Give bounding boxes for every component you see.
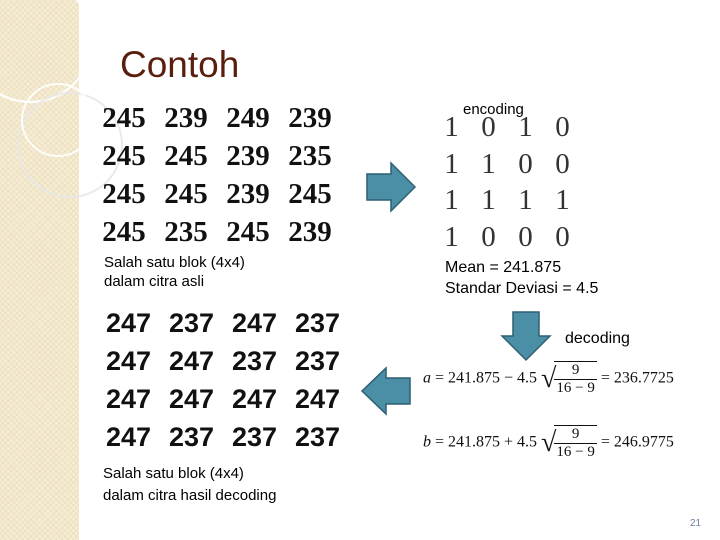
pixel-value-cell: 239 [288,216,332,248]
formula-a-denominator: 16 − 9 [556,380,595,396]
statistics-text [445,257,598,299]
decoded-caption-line1: Salah satu blok (4x4) [103,465,244,482]
bitmap-cell: 1 [481,147,496,180]
encoding-label: encoding [463,101,524,118]
formula-b-result: = 246.9775 [600,433,674,451]
formula-a-variable: a [423,369,431,387]
original-caption-line2: dalam citra asli [104,273,205,290]
formula-b-denominator: 16 − 9 [556,444,595,460]
formula-b [423,425,674,461]
decoded-block-matrix [97,308,349,460]
pixel-value-cell: 235 [164,216,208,248]
pixel-value-cell: 239 [226,178,270,210]
bitmap-cell: 0 [481,220,496,253]
std-dev-value: Standar Deviasi = 4.5 [445,280,599,297]
pixel-value-cell: 237 [294,308,341,338]
pixel-value-cell: 245 [102,216,146,248]
pixel-value-cell: 245 [102,102,146,134]
slide-title: Contoh [120,44,240,85]
pixel-value-cell: 247 [168,384,215,414]
pixel-value-cell: 245 [102,178,146,210]
pixel-value-cell: 247 [105,346,152,376]
bitmap-cell: 1 [444,184,459,216]
bitmap-cell: 1 [444,111,459,143]
formula-b-fraction [554,425,596,461]
bitmap-cell: 0 [555,111,570,143]
pixel-value-cell: 237 [231,346,278,376]
formula-b-numerator: 9 [571,426,580,442]
decoding-label: decoding [565,330,630,347]
mean-value: Mean = 241.875 [445,259,562,276]
pixel-value-cell: 247 [105,308,152,338]
formula-a-numerator: 9 [571,362,580,378]
bitmap-cell: 1 [481,184,496,216]
pixel-value-cell: 237 [294,346,341,376]
bitmap-cell: 1 [518,111,533,143]
sqrt-icon: √ [541,363,557,394]
original-block-matrix [93,102,341,254]
bitmap-cell: 0 [518,220,533,253]
pixel-value-cell: 249 [226,102,270,134]
bitmap-cell: 0 [555,220,570,253]
bitmap-cell: 1 [444,220,459,253]
pixel-value-cell: 239 [164,102,208,134]
encoding-bitmap-matrix [433,111,581,257]
formula-b-variable: b [423,433,431,451]
pixel-value-cell: 239 [226,140,270,172]
formula-b-expression: = 241.875 + 4.5 [435,433,538,451]
pixel-value-cell: 247 [294,384,341,414]
original-caption-line1: Salah satu blok (4x4) [104,254,245,271]
pixel-value-cell: 247 [168,346,215,376]
pixel-value-cell: 247 [105,384,152,414]
encoding-arrow-right-icon [365,161,417,213]
pixel-value-cell: 245 [164,140,208,172]
bitmap-cell: 0 [555,147,570,180]
decoded-caption-line2: dalam citra hasil decoding [103,487,277,504]
page-number: 21 [690,518,702,529]
decoding-arrow-left-icon [360,366,412,416]
bitmap-cell: 1 [518,184,533,216]
pixel-value-cell: 247 [231,384,278,414]
sqrt-icon: √ [541,427,557,458]
pixel-value-cell: 245 [102,140,146,172]
pixel-value-cell: 237 [294,422,341,452]
pixel-value-cell: 245 [226,216,270,248]
pixel-value-cell: 245 [164,178,208,210]
pixel-value-cell: 237 [168,308,215,338]
pixel-value-cell: 235 [288,140,332,172]
bitmap-cell: 1 [555,184,570,216]
pixel-value-cell: 247 [105,422,152,452]
decoding-arrow-down-icon [500,310,552,362]
pixel-value-cell: 245 [288,178,332,210]
bitmap-cell: 1 [444,147,459,180]
pixel-value-cell: 247 [231,308,278,338]
bitmap-cell: 0 [481,111,496,143]
formula-a-fraction [554,361,596,397]
pixel-value-cell: 237 [168,422,215,452]
bitmap-cell: 0 [518,147,533,180]
decoded-block-caption [103,463,276,507]
formula-a-result: = 236.7725 [600,369,674,387]
formula-a-expression: = 241.875 − 4.5 [435,369,538,387]
original-block-caption [104,253,245,291]
formula-a [423,361,674,397]
pixel-value-cell: 237 [231,422,278,452]
pixel-value-cell: 239 [288,102,332,134]
